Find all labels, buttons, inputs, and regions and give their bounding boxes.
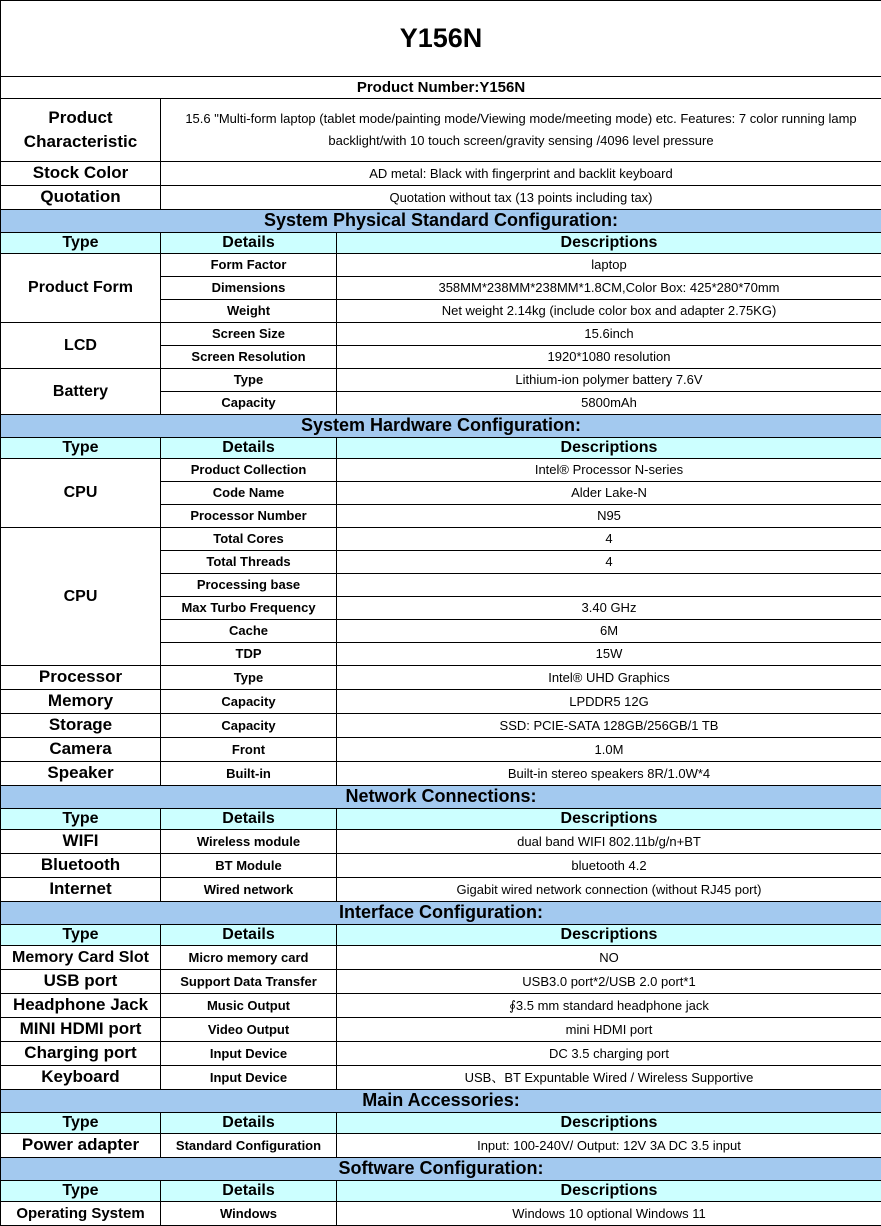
type-cell: CPU <box>1 528 161 666</box>
table-row <box>1 854 881 878</box>
detail-cell: Type <box>161 666 337 690</box>
section-title: System Hardware Configuration: <box>1 415 881 438</box>
detail-cell: Type <box>161 369 337 392</box>
description-cell: NO <box>337 946 881 970</box>
column-header-details: Details <box>161 1113 337 1134</box>
detail-cell: Product Collection <box>161 459 337 482</box>
description-cell: Built-in stereo speakers 8R/1.0W*4 <box>337 762 881 786</box>
column-header-details: Details <box>161 233 337 254</box>
section-title: Interface Configuration: <box>1 902 881 925</box>
description-cell: Intel® Processor N-series <box>337 459 881 482</box>
detail-cell: Input Device <box>161 1042 337 1066</box>
column-header-row <box>1 1181 881 1202</box>
type-cell: CPU <box>1 459 161 528</box>
detail-cell: Standard Configuration <box>161 1134 337 1158</box>
description-cell: 15W <box>337 643 881 666</box>
description-cell: laptop <box>337 254 881 277</box>
column-header-row <box>1 1113 881 1134</box>
page-title: Y156N <box>1 1 881 77</box>
type-cell: Product Form <box>1 254 161 323</box>
detail-cell: Capacity <box>161 392 337 415</box>
detail-cell: Code Name <box>161 482 337 505</box>
description-cell: bluetooth 4.2 <box>337 854 881 878</box>
type-cell: Power adapter <box>1 1134 161 1158</box>
detail-cell: Front <box>161 738 337 762</box>
column-header-details: Details <box>161 925 337 946</box>
detail-cell: Windows <box>161 1202 337 1226</box>
table-row <box>1 1018 881 1042</box>
column-header-row <box>1 233 881 254</box>
detail-cell: Video Output <box>161 1018 337 1042</box>
table-row <box>1 946 881 970</box>
type-cell: Operating System <box>1 1202 161 1226</box>
column-header-descriptions: Descriptions <box>337 233 881 254</box>
description-cell: 4 <box>337 551 881 574</box>
intro-label: Product Characteristic <box>1 99 161 162</box>
table-row <box>1 528 881 551</box>
table-row <box>1 714 881 738</box>
section-header <box>1 415 881 438</box>
description-cell: 4 <box>337 528 881 551</box>
intro-label: Stock Color <box>1 162 161 186</box>
type-cell: Charging port <box>1 1042 161 1066</box>
column-header-type: Type <box>1 925 161 946</box>
description-cell: 6M <box>337 620 881 643</box>
table-row <box>1 738 881 762</box>
column-header-descriptions: Descriptions <box>337 438 881 459</box>
table-row <box>1 323 881 346</box>
description-cell: 5800mAh <box>337 392 881 415</box>
section-title: System Physical Standard Configuration: <box>1 210 881 233</box>
description-cell <box>337 574 881 597</box>
table-row <box>1 1042 881 1066</box>
table-row <box>1 254 881 277</box>
column-header-type: Type <box>1 1113 161 1134</box>
section-header <box>1 1090 881 1113</box>
table-row <box>1 666 881 690</box>
description-cell: USB3.0 port*2/USB 2.0 port*1 <box>337 970 881 994</box>
detail-cell: Micro memory card <box>161 946 337 970</box>
description-cell: Gigabit wired network connection (without RJ45 port) <box>337 878 881 902</box>
column-header-type: Type <box>1 809 161 830</box>
type-cell: Bluetooth <box>1 854 161 878</box>
table-row <box>1 459 881 482</box>
description-cell: N95 <box>337 505 881 528</box>
type-cell: Keyboard <box>1 1066 161 1090</box>
type-cell: WIFI <box>1 830 161 854</box>
type-cell: Speaker <box>1 762 161 786</box>
type-cell: Memory <box>1 690 161 714</box>
table-row <box>1 878 881 902</box>
description-cell: dual band WIFI 802.11b/g/n+BT <box>337 830 881 854</box>
column-header-descriptions: Descriptions <box>337 1113 881 1134</box>
type-cell: Internet <box>1 878 161 902</box>
detail-cell: Cache <box>161 620 337 643</box>
section-header <box>1 1158 881 1181</box>
table-row <box>1 1202 881 1226</box>
section-title: Main Accessories: <box>1 1090 881 1113</box>
detail-cell: Built-in <box>161 762 337 786</box>
detail-cell: Processing base <box>161 574 337 597</box>
detail-cell: Screen Size <box>161 323 337 346</box>
table-row <box>1 994 881 1018</box>
detail-cell: Max Turbo Frequency <box>161 597 337 620</box>
type-cell: LCD <box>1 323 161 369</box>
type-cell: USB port <box>1 970 161 994</box>
type-cell: Processor <box>1 666 161 690</box>
description-cell: Intel® UHD Graphics <box>337 666 881 690</box>
section-title: Software Configuration: <box>1 1158 881 1181</box>
table-row <box>1 690 881 714</box>
product-number: Product Number:Y156N <box>1 77 881 99</box>
type-cell: Storage <box>1 714 161 738</box>
detail-cell: Input Device <box>161 1066 337 1090</box>
description-cell: LPDDR5 12G <box>337 690 881 714</box>
table-row <box>1 1066 881 1090</box>
detail-cell: Wireless module <box>161 830 337 854</box>
detail-cell: TDP <box>161 643 337 666</box>
detail-cell: Total Cores <box>161 528 337 551</box>
section-header <box>1 902 881 925</box>
section-header <box>1 210 881 233</box>
table-row <box>1 369 881 392</box>
detail-cell: Form Factor <box>161 254 337 277</box>
description-cell: 1920*1080 resolution <box>337 346 881 369</box>
intro-value: Quotation without tax (13 points including tax) <box>161 186 881 210</box>
detail-cell: Dimensions <box>161 277 337 300</box>
section-title: Network Connections: <box>1 786 881 809</box>
column-header-descriptions: Descriptions <box>337 925 881 946</box>
column-header-type: Type <box>1 1181 161 1202</box>
description-cell: DC 3.5 charging port <box>337 1042 881 1066</box>
type-cell: Camera <box>1 738 161 762</box>
description-cell: Input: 100-240V/ Output: 12V 3A DC 3.5 input <box>337 1134 881 1158</box>
column-header-descriptions: Descriptions <box>337 1181 881 1202</box>
table-row <box>1 970 881 994</box>
description-cell: ∮3.5 mm standard headphone jack <box>337 994 881 1018</box>
description-cell: SSD: PCIE-SATA 128GB/256GB/1 TB <box>337 714 881 738</box>
description-cell: Lithium-ion polymer battery 7.6V <box>337 369 881 392</box>
description-cell: 358MM*238MM*238MM*1.8CM,Color Box: 425*280*70mm <box>337 277 881 300</box>
table-row <box>1 1134 881 1158</box>
column-header-details: Details <box>161 1181 337 1202</box>
detail-cell: BT Module <box>161 854 337 878</box>
table-row <box>1 830 881 854</box>
description-cell: 15.6inch <box>337 323 881 346</box>
column-header-type: Type <box>1 438 161 459</box>
type-cell: Headphone Jack <box>1 994 161 1018</box>
column-header-row <box>1 438 881 459</box>
description-cell: mini HDMI port <box>337 1018 881 1042</box>
intro-label: Quotation <box>1 186 161 210</box>
detail-cell: Weight <box>161 300 337 323</box>
description-cell: USB、BT Expuntable Wired / Wireless Supportive <box>337 1066 881 1090</box>
column-header-row <box>1 809 881 830</box>
detail-cell: Wired network <box>161 878 337 902</box>
detail-cell: Processor Number <box>161 505 337 528</box>
type-cell: MINI HDMI port <box>1 1018 161 1042</box>
description-cell: 3.40 GHz <box>337 597 881 620</box>
type-cell: Memory Card Slot <box>1 946 161 970</box>
description-cell: Windows 10 optional Windows 11 <box>337 1202 881 1226</box>
description-cell: Alder Lake-N <box>337 482 881 505</box>
description-cell: 1.0M <box>337 738 881 762</box>
column-header-descriptions: Descriptions <box>337 809 881 830</box>
intro-value: AD metal: Black with fingerprint and backlit keyboard <box>161 162 881 186</box>
column-header-type: Type <box>1 233 161 254</box>
column-header-details: Details <box>161 438 337 459</box>
detail-cell: Support Data Transfer <box>161 970 337 994</box>
table-row <box>1 762 881 786</box>
column-header-details: Details <box>161 809 337 830</box>
detail-cell: Total Threads <box>161 551 337 574</box>
intro-value: 15.6 "Multi-form laptop (tablet mode/painting mode/Viewing mode/meeting mode) etc. Features: 7 color running lamp backlight/with 10 touch screen/gravity sensing /4096 level pressure <box>161 99 881 162</box>
detail-cell: Capacity <box>161 690 337 714</box>
detail-cell: Screen Resolution <box>161 346 337 369</box>
column-header-row <box>1 925 881 946</box>
description-cell: Net weight 2.14kg (include color box and adapter 2.75KG) <box>337 300 881 323</box>
type-cell: Battery <box>1 369 161 415</box>
detail-cell: Capacity <box>161 714 337 738</box>
detail-cell: Music Output <box>161 994 337 1018</box>
section-header <box>1 786 881 809</box>
